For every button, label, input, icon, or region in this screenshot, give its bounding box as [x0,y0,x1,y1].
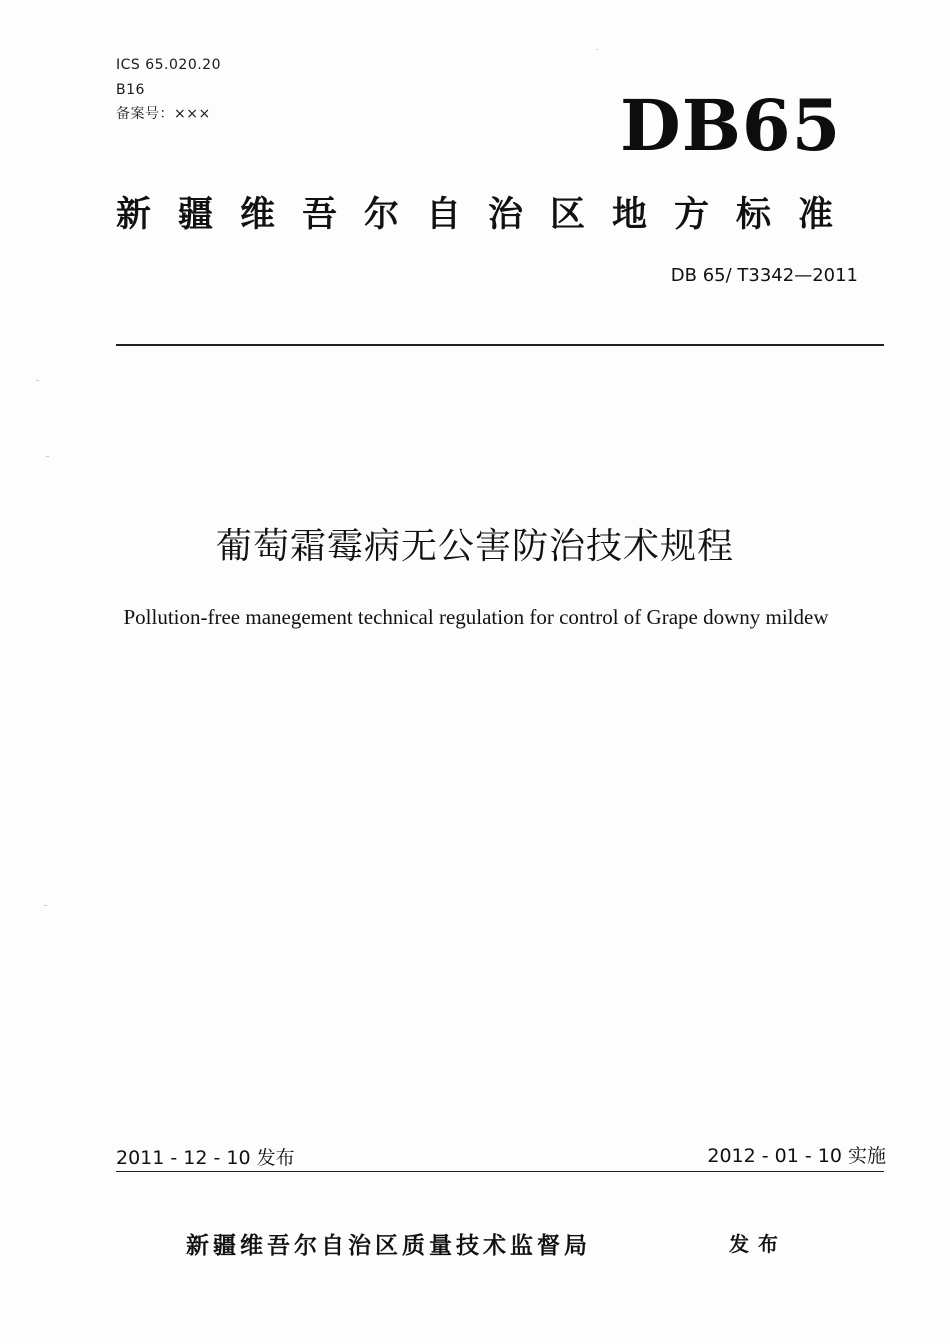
standard-number: DB 65/ T3342—2011 [670,265,858,286]
title-chinese: 葡萄霜霉病无公害防治技术规程 [215,526,734,567]
scan-speck [46,456,49,457]
classification-code: B16 [116,82,145,98]
ics-code: ICS 65.020.20 [116,57,221,73]
implementation-date: 2012 - 01 - 10 实施 [707,1145,886,1167]
top-divider [116,344,884,346]
bottom-divider [116,1171,884,1172]
scan-speck [36,380,39,381]
standard-logo: DB65 [620,84,842,167]
issue-date: 2011 - 12 - 10 发布 [116,1147,295,1169]
scan-speck [44,905,47,906]
publish-label: 发布 [729,1232,787,1256]
record-number: 备案号：××× [116,106,211,122]
title-english: Pollution-free manegement technical regulation for control of Grape downy mildew [123,605,829,629]
scan-speck [596,49,598,50]
standard-type-heading: 新疆维吾尔自治区地方标准 [116,195,861,235]
publisher-name: 新疆维吾尔自治区质量技术监督局 [186,1233,591,1259]
